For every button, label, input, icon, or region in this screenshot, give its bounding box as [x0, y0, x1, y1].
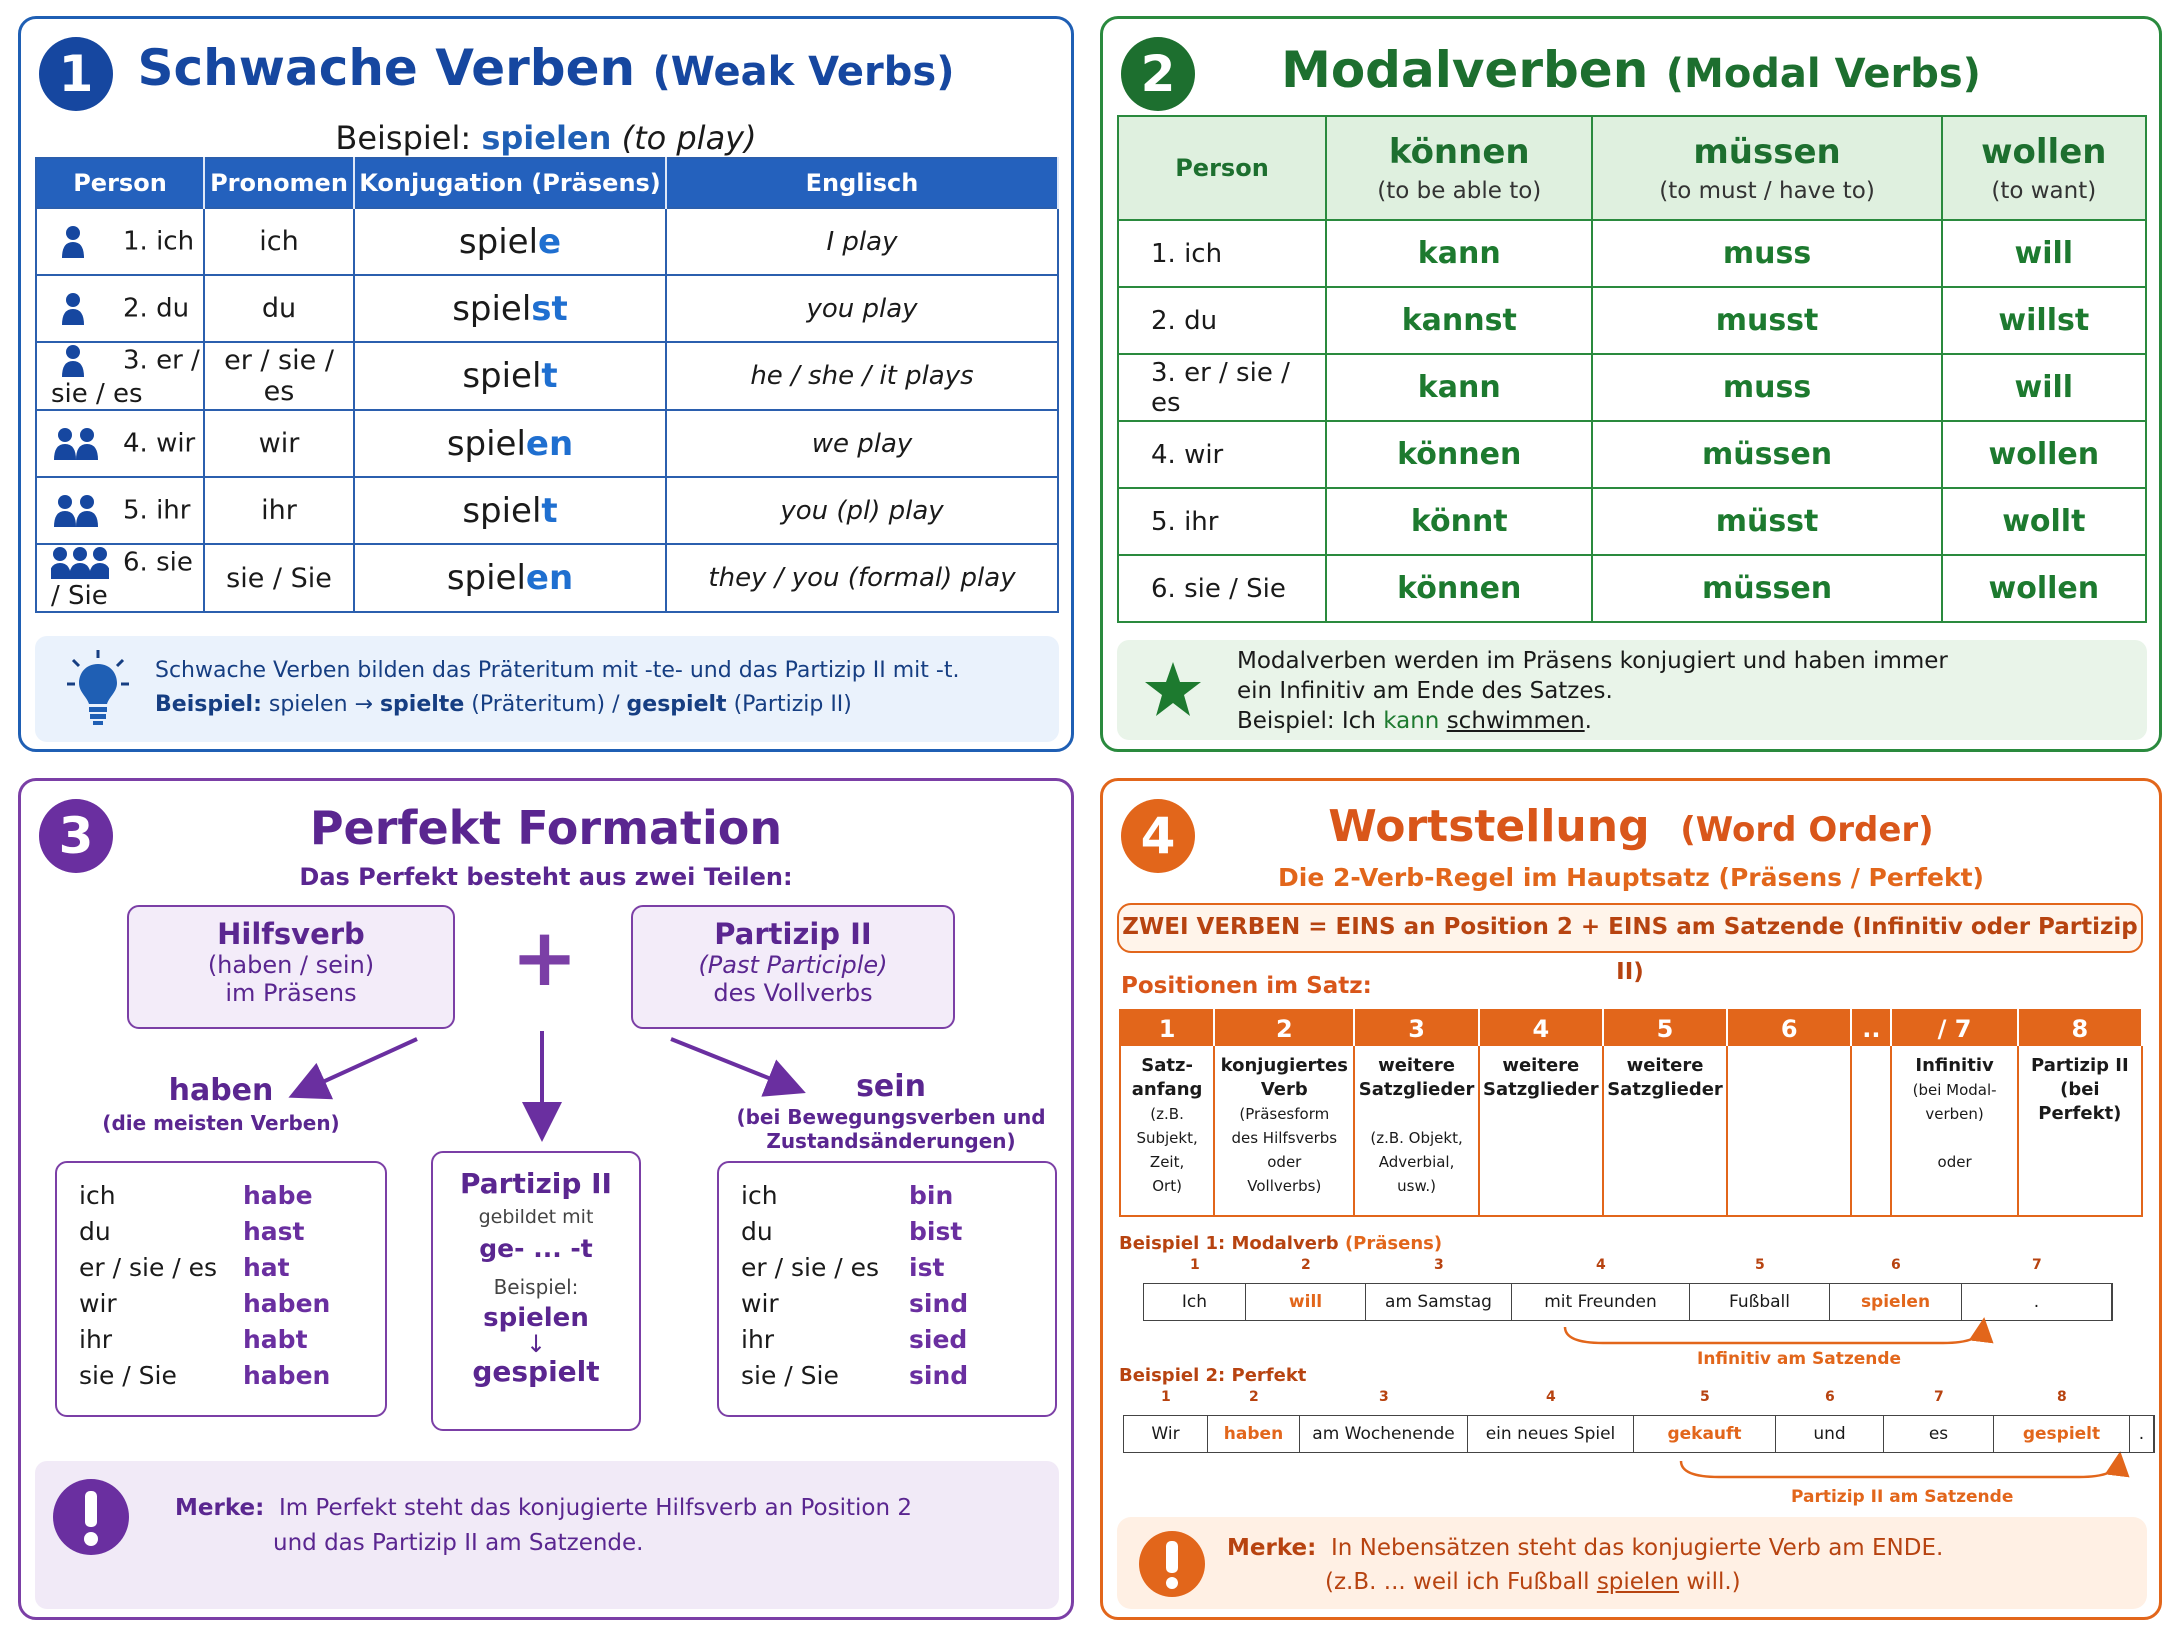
- merke-fragment: In Nebensätzen steht das konjugierte Verb am ENDE.: [1330, 1535, 1944, 1561]
- verb-stem: spiel: [446, 558, 526, 598]
- position-header: 6: [1727, 1010, 1851, 1046]
- header-conjugation: Konjugation (Präsens): [354, 158, 666, 208]
- example-translation: (to play): [621, 119, 757, 157]
- header-person: Person: [36, 158, 204, 208]
- conj-pronoun: sie / Sie: [741, 1361, 839, 1390]
- tip-fragment: .: [1584, 708, 1592, 734]
- person-cell: 5. ihr: [1118, 488, 1326, 555]
- english-cell: you play: [666, 275, 1058, 342]
- table-row: [36, 208, 1058, 275]
- conjugation-cell: [354, 208, 666, 275]
- merke-fragment: will.): [1679, 1569, 1741, 1595]
- conjugation-cell: [354, 275, 666, 342]
- example-line: [21, 119, 1071, 157]
- sentence-word: haben: [1208, 1416, 1300, 1452]
- sein-label: sein: [856, 1069, 926, 1104]
- english-cell: we play: [666, 410, 1058, 477]
- person-cell: [36, 477, 204, 544]
- panel-perfekt: [18, 778, 1074, 1620]
- position-header: ..: [1851, 1010, 1891, 1046]
- conj-form: sind: [909, 1361, 969, 1390]
- sein-conjugation-box: [717, 1161, 1057, 1417]
- conj-pronoun: du: [79, 1217, 111, 1246]
- modal-form-cell: müssen: [1592, 421, 1941, 488]
- panel-title: Perfekt Formation: [309, 801, 783, 855]
- sentence-word: gespielt: [1994, 1416, 2130, 1452]
- conj-form: bin: [909, 1181, 954, 1210]
- modal-form-cell: könnt: [1326, 488, 1592, 555]
- position-header: 5: [1603, 1010, 1727, 1046]
- sentence-word: gekauft: [1634, 1416, 1776, 1452]
- modal-form-cell: können: [1326, 421, 1592, 488]
- conj-form: haben: [243, 1361, 331, 1390]
- person-single-icon: [51, 291, 109, 327]
- box-line: des Vollverbs: [713, 979, 873, 1007]
- tip-box: [1117, 640, 2147, 740]
- merke-underlined: spielen: [1596, 1569, 1680, 1595]
- position-note: (z.B. Subjekt, Zeit, Ort): [1136, 1105, 1198, 1195]
- tip-text: [155, 654, 959, 722]
- verb-ending: en: [525, 423, 574, 464]
- merke-box: [35, 1461, 1059, 1609]
- title-main: Schwache Verben: [137, 39, 636, 97]
- position-header: 1: [1120, 1010, 1214, 1046]
- position-number: 4: [1546, 1389, 1556, 1405]
- arc-example-1: [1565, 1327, 1983, 1343]
- person-label: 2. du: [123, 293, 190, 323]
- tip-modal: kann: [1383, 708, 1440, 734]
- person-cell: 3. er / sie / es: [1118, 354, 1326, 421]
- sentence-word: Fußball: [1690, 1284, 1830, 1320]
- merke-text: [1227, 1531, 1943, 1599]
- position-title: Infinitiv: [1915, 1055, 1994, 1076]
- section-number: 2: [1121, 37, 1195, 111]
- sentence-word: ein neues Spiel: [1468, 1416, 1634, 1452]
- modal-form-cell: wollen: [1942, 421, 2146, 488]
- arc-example-2: [1681, 1461, 2119, 1477]
- person-label: 3. er / sie / es: [51, 345, 200, 409]
- exclamation-icon: [51, 1477, 131, 1557]
- english-cell: he / she / it plays: [666, 342, 1058, 410]
- position-title: weitere Satzglieder: [1482, 1055, 1599, 1100]
- tip-line-2: [155, 688, 959, 722]
- header-modal-verb: [1942, 116, 2146, 220]
- position-number: 3: [1379, 1389, 1389, 1405]
- position-number: 2: [1301, 1257, 1311, 1273]
- pronoun-cell: er / sie / es: [204, 342, 354, 410]
- verb-ending: t: [541, 490, 558, 531]
- person-cell: 1. ich: [1118, 220, 1326, 287]
- pronoun-cell: ich: [204, 208, 354, 275]
- conj-pronoun: ihr: [79, 1325, 113, 1354]
- sentence-word: .: [1962, 1284, 2112, 1320]
- header-verb: müssen: [1693, 132, 1841, 172]
- table-row: [36, 410, 1058, 477]
- position-title: weitere Satzglieder: [1607, 1055, 1723, 1100]
- conj-form: haben: [243, 1289, 331, 1318]
- example-participle: gespielt: [472, 1355, 600, 1388]
- sentence-word: Wir: [1124, 1416, 1208, 1452]
- position-number: 6: [1825, 1389, 1835, 1405]
- verb-stem: spiel: [452, 288, 532, 329]
- table-row: [1118, 354, 2146, 421]
- person-cell: [36, 544, 204, 612]
- header-verb: Person: [1175, 154, 1269, 182]
- plus-sign: +: [511, 911, 579, 1004]
- position-header: 3: [1354, 1010, 1478, 1046]
- person-label: 5. ihr: [123, 495, 191, 525]
- tip-label: Beispiel:: [155, 692, 262, 717]
- conjugation-cell: [354, 544, 666, 612]
- tip-line-3: [1237, 706, 1948, 736]
- example-2-sentence: [1123, 1415, 2155, 1453]
- panel-word-order: [1100, 778, 2162, 1620]
- conj-form: hat: [243, 1253, 290, 1282]
- modal-form-cell: müssen: [1592, 555, 1941, 622]
- conjugation-cell: [354, 477, 666, 544]
- table-row: [1118, 555, 2146, 622]
- pronoun-cell: ihr: [204, 477, 354, 544]
- tip-text: [1237, 646, 1948, 736]
- example-prefix: Beispiel:: [335, 119, 472, 157]
- person-pair-icon: [51, 493, 109, 529]
- title-main: Wortstellung: [1328, 801, 1650, 852]
- title-sub: (Weak Verbs): [652, 49, 955, 95]
- modal-form-cell: muss: [1592, 354, 1941, 421]
- merke-box: [1117, 1517, 2147, 1609]
- conj-pronoun: ich: [741, 1181, 778, 1210]
- pronoun-cell: sie / Sie: [204, 544, 354, 612]
- position-header: / 7: [1891, 1010, 2017, 1046]
- position-header: 8: [2018, 1010, 2142, 1046]
- header-verb: wollen: [1981, 132, 2107, 172]
- box-line: Beispiel:: [493, 1275, 579, 1299]
- header-gloss: (to must / have to): [1659, 178, 1875, 204]
- modal-form-cell: will: [1942, 220, 2146, 287]
- panel-modal-verbs: [1100, 16, 2162, 752]
- merke-line-1: [175, 1491, 912, 1526]
- haben-note: (die meisten Verben): [102, 1111, 340, 1135]
- arc-label-2: Partizip II am Satzende: [1791, 1487, 2014, 1507]
- position-number: 3: [1434, 1257, 1444, 1273]
- position-title: Satz- anfang: [1131, 1055, 1203, 1100]
- position-number: 7: [1934, 1389, 1944, 1405]
- merke-label: Merke:: [175, 1495, 265, 1521]
- sentence-word: .: [2130, 1416, 2154, 1452]
- header-pronoun: Pronomen: [204, 158, 354, 208]
- verb-stem: spiel: [458, 221, 539, 262]
- table-row: [1118, 287, 2146, 354]
- merke-label: Merke:: [1227, 1535, 1317, 1561]
- person-label: 4. wir: [123, 428, 196, 458]
- conj-form: ist: [909, 1253, 945, 1282]
- sentence-word: und: [1776, 1416, 1884, 1452]
- position-number: 8: [2057, 1389, 2067, 1405]
- person-cell: 4. wir: [1118, 421, 1326, 488]
- title-sub: (Word Order): [1680, 810, 1934, 850]
- position-note: (z.B. Objekt, Adverbial, usw.): [1370, 1129, 1463, 1195]
- conj-form: sind: [909, 1289, 969, 1318]
- verb-ending: st: [531, 288, 568, 329]
- tip-fragment: (Präteritum) /: [464, 692, 627, 717]
- tip-line-2: ein Infinitiv am Ende des Satzes.: [1237, 678, 1613, 704]
- header-english: Englisch: [666, 158, 1058, 208]
- sentence-word: spielen: [1830, 1284, 1962, 1320]
- sentence-word: Ich: [1144, 1284, 1246, 1320]
- person-single-icon: [51, 224, 109, 260]
- tip-box: [35, 636, 1059, 742]
- box-line: (Past Participle): [698, 951, 888, 979]
- conj-pronoun: er / sie / es: [79, 1253, 218, 1282]
- person-cell: [36, 342, 204, 410]
- person-cell: [36, 275, 204, 342]
- english-cell: they / you (formal) play: [666, 544, 1058, 612]
- down-arrow-icon: ↓: [525, 1330, 547, 1358]
- tip-preterite: spielte: [379, 692, 465, 717]
- modal-form-cell: will: [1942, 354, 2146, 421]
- positions-heading: Positionen im Satz:: [1121, 973, 1372, 999]
- position-number: 1: [1190, 1257, 1200, 1273]
- table-row: [36, 477, 1058, 544]
- panel-weak-verbs: [18, 16, 1074, 752]
- conj-form: sied: [909, 1325, 968, 1354]
- position-number: 2: [1249, 1389, 1259, 1405]
- person-cell: 6. sie / Sie: [1118, 555, 1326, 622]
- merke-line-1: [1227, 1531, 1943, 1565]
- section-number: 4: [1121, 799, 1195, 873]
- verb-stem: spiel: [446, 423, 526, 464]
- tip-line-1: Modalverben werden im Präsens konjugiert und haben immer: [1237, 648, 1948, 674]
- table-row: [36, 544, 1058, 612]
- section-number: 3: [39, 799, 113, 873]
- panel-subtitle: Die 2-Verb-Regel im Hauptsatz (Präsens / Perfekt): [1278, 863, 1984, 892]
- tip-fragment: (Partizip II): [726, 692, 852, 717]
- position-title: weitere Satzglieder: [1358, 1055, 1475, 1100]
- conj-pronoun: du: [741, 1217, 773, 1246]
- position-title: Partizip II (bei Perfekt): [2030, 1055, 2129, 1124]
- conj-form: habe: [243, 1181, 313, 1210]
- table-row: [1118, 488, 2146, 555]
- header-gloss: (to want): [1991, 178, 2097, 204]
- verb-ending: e: [538, 221, 562, 262]
- modal-form-cell: willst: [1942, 287, 2146, 354]
- table-row: [1118, 220, 2146, 287]
- conj-form: bist: [909, 1217, 963, 1246]
- pronoun-cell: du: [204, 275, 354, 342]
- person-cell: 2. du: [1118, 287, 1326, 354]
- pronoun-cell: wir: [204, 410, 354, 477]
- header-gloss: (to be able to): [1377, 178, 1542, 204]
- english-cell: you (pl) play: [666, 477, 1058, 544]
- table-row: [36, 275, 1058, 342]
- sentence-word: am Wochenende: [1300, 1416, 1468, 1452]
- example-verb: spielen: [481, 119, 612, 157]
- header-person: [1118, 116, 1326, 220]
- sentence-word: es: [1884, 1416, 1994, 1452]
- box-heading: Partizip II: [714, 917, 872, 951]
- modal-form-cell: wollen: [1942, 555, 2146, 622]
- english-cell: I play: [666, 208, 1058, 275]
- modal-form-cell: müsst: [1592, 488, 1941, 555]
- conj-form: hast: [243, 1217, 305, 1246]
- conj-pronoun: sie / Sie: [79, 1361, 177, 1390]
- person-cell: [36, 410, 204, 477]
- header-verb: können: [1388, 132, 1530, 172]
- position-number: 5: [1755, 1257, 1765, 1273]
- title-main: Modalverben: [1281, 41, 1649, 99]
- tip-infinitive: schwimmen: [1446, 708, 1585, 734]
- sein-note-2: Zustandsänderungen): [766, 1129, 1016, 1153]
- position-number: 7: [2032, 1257, 2042, 1273]
- box-line: (haben / sein): [207, 951, 375, 979]
- verb-stem: spiel: [462, 490, 542, 531]
- modal-form-cell: musst: [1592, 287, 1941, 354]
- verb-stem: spiel: [462, 356, 542, 396]
- conj-pronoun: ich: [79, 1181, 116, 1210]
- table-row: [36, 342, 1058, 410]
- heading-fragment: (Präsens): [1344, 1233, 1443, 1254]
- tip-fragment: spielen →: [261, 692, 380, 717]
- modal-form-cell: kann: [1326, 220, 1592, 287]
- modal-form-cell: können: [1326, 555, 1592, 622]
- merke-line-2: [1227, 1565, 1943, 1599]
- haben-conjugation-box: [55, 1161, 387, 1417]
- merke-text: [175, 1491, 912, 1561]
- example-2-heading: Beispiel 2: Perfekt: [1119, 1365, 1307, 1386]
- heading-fragment: Beispiel 1: Modalverb: [1119, 1233, 1345, 1254]
- sein-note-1: (bei Bewegungsverben und: [736, 1105, 1046, 1129]
- conj-form: habt: [243, 1325, 308, 1354]
- position-number: 1: [1161, 1389, 1171, 1405]
- sentence-word: am Samstag: [1366, 1284, 1512, 1320]
- position-header: 2: [1214, 1010, 1354, 1046]
- sentence-word: mit Freunden: [1512, 1284, 1690, 1320]
- table-row: [1118, 421, 2146, 488]
- merke-fragment: Im Perfekt steht das konjugierte Hilfsverb an Position 2: [278, 1495, 912, 1521]
- position-number: 5: [1700, 1389, 1710, 1405]
- tip-line-1: Schwache Verben bilden das Präteritum mit -te- und das Partizip II mit -t.: [155, 658, 960, 683]
- star-icon: [1143, 660, 1203, 718]
- position-note: (bei Modal- verben) oder: [1912, 1081, 1997, 1171]
- panel-subtitle: Das Perfekt besteht aus zwei Teilen:: [299, 863, 793, 891]
- exclamation-icon: [1137, 1529, 1207, 1599]
- person-label: 6. sie / Sie: [51, 547, 193, 611]
- position-title: konjugiertes Verb: [1220, 1055, 1348, 1100]
- weak-verb-table: [35, 157, 1059, 613]
- box-line: gebildet mit: [478, 1206, 594, 1228]
- header-modal-verb: [1592, 116, 1941, 220]
- tip-fragment: Beispiel: Ich: [1237, 708, 1384, 734]
- box-line: ge- ... -t: [479, 1234, 593, 1263]
- box-heading: Partizip II: [460, 1167, 612, 1200]
- box-line: im Präsens: [225, 979, 357, 1007]
- lightbulb-icon: [65, 648, 131, 728]
- conjugation-cell: [354, 410, 666, 477]
- arc-label-1: Infinitiv am Satzende: [1697, 1349, 1902, 1369]
- position-note: (Präsesform des Hilfsverbs oder Vollverbs): [1231, 1105, 1338, 1195]
- merke-line-2: und das Partizip II am Satzende.: [273, 1530, 644, 1556]
- modal-form-cell: muss: [1592, 220, 1941, 287]
- verb-ending: en: [525, 558, 574, 598]
- verb-ending: t: [541, 356, 558, 396]
- participle-formation-box: [431, 1151, 641, 1431]
- conj-pronoun: wir: [741, 1289, 779, 1318]
- person-pair-icon: [51, 426, 109, 462]
- tip-participle: gespielt: [626, 692, 727, 717]
- conj-pronoun: er / sie / es: [741, 1253, 880, 1282]
- haben-label: haben: [168, 1073, 274, 1108]
- modal-form-cell: wollt: [1942, 488, 2146, 555]
- box-heading: Hilfsverb: [217, 917, 365, 951]
- modal-verb-table: [1117, 115, 2147, 623]
- person-label: 1. ich: [123, 226, 195, 256]
- section-number: 1: [39, 37, 113, 111]
- person-group-icon: [51, 545, 109, 581]
- sentence-word: will: [1246, 1284, 1366, 1320]
- position-number: 6: [1891, 1257, 1901, 1273]
- person-cell: [36, 208, 204, 275]
- modal-form-cell: kannst: [1326, 287, 1592, 354]
- person-single-icon: [51, 343, 109, 379]
- position-number: 4: [1596, 1257, 1606, 1273]
- position-header: 4: [1479, 1010, 1603, 1046]
- example-infinitive: spielen: [483, 1303, 589, 1333]
- rule-banner: ZWEI VERBEN = EINS an Position 2 + EINS am Satzende (Infinitiv oder Partizip II): [1117, 903, 2143, 953]
- panel-title: [1103, 41, 2159, 99]
- panel-title: [21, 39, 1071, 97]
- conj-pronoun: ihr: [741, 1325, 775, 1354]
- conj-pronoun: wir: [79, 1289, 117, 1318]
- header-modal-verb: [1326, 116, 1592, 220]
- modal-form-cell: kann: [1326, 354, 1592, 421]
- title-sub: (Modal Verbs): [1665, 51, 1981, 97]
- merke-fragment: (z.B. ... weil ich Fußball: [1325, 1569, 1597, 1595]
- conjugation-cell: [354, 342, 666, 410]
